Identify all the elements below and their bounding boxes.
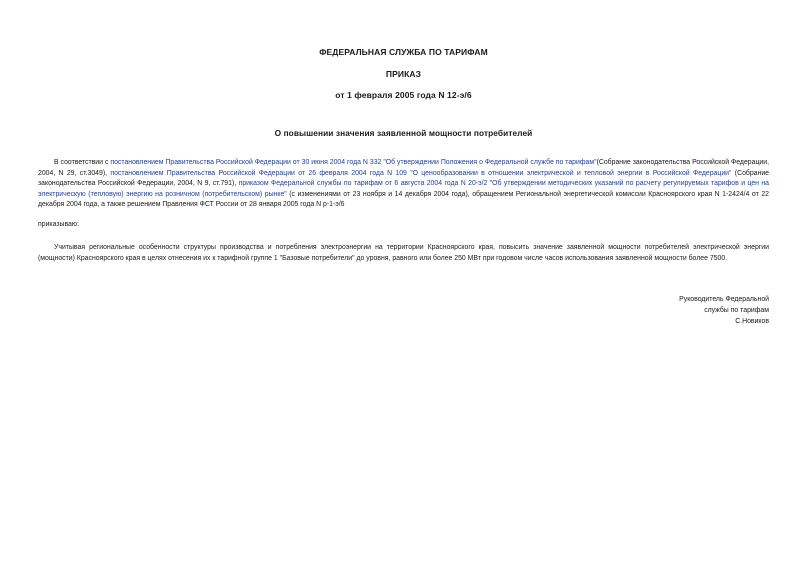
agency-name: ФЕДЕРАЛЬНАЯ СЛУЖБА ПО ТАРИФАМ	[319, 47, 488, 57]
preamble-text-2: (Собрание законодательства Российской Федерации, 2004, N 29, ст.3049),	[38, 159, 770, 177]
order-text: Учитывая региональные особенности структуры производства и потребления электроэнергии на территории Красноярского края, повысить значение заявленной мощности потребителей электрической энергии (мощности) Красноярского края в целях отнесения их к тарифной группе 1 "Базовые потребители" до уровня, равного или более 250 МВт при годовом числе часов использования заявленной мощности более 7500.	[38, 244, 769, 262]
signature-position-line-1: Руководитель Федеральной	[679, 296, 769, 303]
signature-position-line-2: службы по тарифам	[704, 307, 769, 315]
document-type: ПРИКАЗ	[385, 69, 422, 79]
signature-name: С.Новиков	[735, 318, 769, 326]
document-title: О повышении значения заявленной мощности потребителей	[274, 128, 533, 138]
link-fst-order-20-e2[interactable]: приказом Федеральной службы по тарифам от 6 августа 2004 года N 20-э/2 "Об утверждении методических указаний по расчету регулируемых тарифов и цен на электрическую (тепловую) энергию на розничном (потребительском) рынке"	[38, 180, 769, 198]
signature-block	[679, 294, 769, 328]
link-government-decree-332[interactable]: постановлением Правительства Российской Федерации от 30 июня 2004 года N 332 "Об утверждении Положения о Федеральной службе по тарифам"	[110, 159, 597, 166]
order-word: приказываю:	[38, 221, 79, 228]
order-paragraph	[38, 243, 769, 264]
preamble-text-1: В соответствии с	[54, 159, 111, 166]
preamble-text-4: (с изменениями от 23 ноября и 14 декабря 2004 года), обращением Региональной энергетической комиссии Красноярского края N 1-2424/4 от 22 декабря 2004 года, а также решением Правления ФСТ России от 28 января 2005 года N р-1-э/6	[38, 190, 769, 209]
link-government-decree-109[interactable]: постановлением Правительства Российской Федерации от 26 февраля 2004 года N 109 "О ценообразовании в отношении электрической и тепловой энергии в Российской Федерации"	[110, 169, 732, 177]
preamble-paragraph	[38, 158, 769, 211]
preamble-text-3: (Собрание законодательства Российской Федерации, 2004, N 9, ст.791),	[38, 169, 770, 188]
document-date-number: от 1 февраля 2005 года N 12-э/6	[335, 90, 472, 100]
